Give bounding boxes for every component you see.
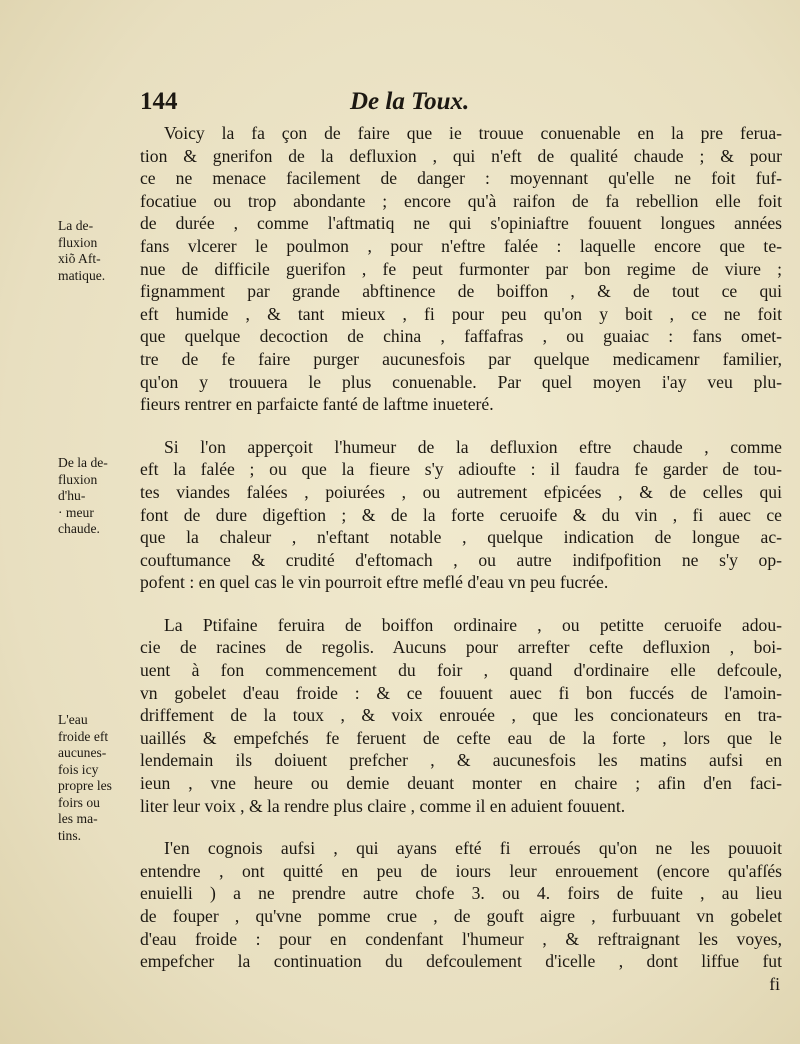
- running-title: De la Toux.: [350, 88, 470, 115]
- text-line: fans vlcerer le poulmon , pour n'eftre falée : laquelle encore que te-: [140, 235, 782, 256]
- text-line: pofent : en quel cas le vin pourroit eftre meflé d'eau vn peu fucrée.: [140, 572, 609, 593]
- margin-note-line: d'hu-: [58, 488, 86, 503]
- text-line: ce ne menace facilement de danger : moyennant qu'elle ne foit fuf-: [140, 168, 782, 189]
- text-line: entendre , ont quitté en peu de iours leur enrouement (encore qu'afſés: [140, 860, 782, 881]
- margin-note-line: matique.: [58, 267, 106, 283]
- margin-note: [58, 712, 138, 844]
- text-line: d'eau froide : pour en condenfant l'humeur , & reftraignant les voyes,: [140, 928, 782, 949]
- text-line: Voicy la fa çon de faire que ie trouue conuenable en la pre ferua-: [164, 123, 782, 143]
- text-line: couftumance & crudité d'eftomach , ou autre indifpofition ne s'y op-: [140, 549, 782, 570]
- margin-note-line: chaude.: [58, 521, 100, 536]
- page-header: [140, 88, 780, 122]
- margin-note-line: L'eau: [58, 712, 88, 727]
- margin-note-line: aucunes-: [58, 745, 107, 760]
- text-line: cie de racines de regolis. Aucuns pour arrefter cefte defluxion , boi-: [140, 637, 782, 658]
- margin-note-line: tins.: [58, 827, 82, 843]
- text-line: uent à fon commencement du foir , quand d'ordinaire elle defcoule,: [140, 660, 782, 681]
- margin-note-line: xiõ Aft-: [58, 251, 101, 266]
- text-line: eft humide , & tant mieux , fi pour peu qu'on y boit , ce ne foit: [140, 303, 782, 324]
- text-line: fieurs rentrer en parfaicte fanté de laftme inueteré.: [140, 394, 494, 415]
- margin-note-line: les ma-: [58, 811, 98, 826]
- text-line: liter leur voix , & la rendre plus claire , comme il en aduient fouuent.: [140, 795, 626, 816]
- text-line: La Ptifaine feruira de boiffon ordinaire , ou petitte ceruoife adou-: [164, 614, 782, 635]
- text-line: de durée , comme l'aftmatiq ne qui s'opiniaftre fouuent longues années: [140, 213, 782, 234]
- page-number: 144: [140, 88, 178, 115]
- text-line: que la chaleur , n'eftant notable , quelque indication de longue ac-: [140, 527, 782, 548]
- text-line: lendemain ils doiuent prefcher , & aucunesfois les matins aufsi en: [140, 750, 782, 771]
- margin-note-line: fois icy: [58, 761, 99, 777]
- margin-note-line: fluxion: [58, 471, 98, 487]
- text-line: Si l'on apperçoit l'humeur de la defluxion eftre chaude , comme: [164, 436, 782, 457]
- text-line: ieun , vne heure ou demie deuant monter en chaire ; afin d'en faci-: [140, 773, 782, 794]
- text-line: focatiue ou trop abondante ; encore qu'à raifon de fa rebellion elle foit: [140, 190, 782, 211]
- text-line: driffement de la toux , & voix enrouée , que les concionateurs en tra-: [140, 705, 782, 726]
- text-line: tion & gnerifon de la defluxion , qui n'eft de qualité chaude ; & pour: [140, 145, 782, 166]
- text-line: I'en cognois aufsi , qui ayans efté fi erroués qu'on ne les pouuoit: [164, 838, 782, 859]
- margin-note: [58, 218, 138, 284]
- text-line: de fouper , qu'vne pomme crue , de gouft aigre , furbuuant vn gobelet: [140, 906, 782, 926]
- text-line: font de dure digeftion ; & de la forte ceruoife & du vin , fi auec ce: [140, 504, 782, 525]
- text-line: enuielli ) a ne prendre autre chofe 3. ou 4. foirs de fuite , au lieu: [140, 883, 782, 904]
- text-line: nue de difficile guerifon , fe peut furmonter par bon regime de viure ;: [140, 258, 782, 279]
- text-line: empefcher la continuation du defcoulement d'icelle , dont liffue fut: [140, 951, 782, 972]
- margin-note-line: propre les: [58, 778, 112, 793]
- text-line: tre de fe faire purger aucunesfois par quelque medicamenr familier,: [140, 348, 782, 369]
- margin-note-line: La de-: [58, 218, 94, 233]
- margin-note: [58, 455, 138, 538]
- text-line: uaillés & empefchés fe feruent de cefte eau de la forte , lors que le: [140, 727, 782, 748]
- margin-note-line: froide eft: [58, 728, 109, 744]
- text-line: qu'on y trouuera le plus conuenable. Par quel moyen i'ay veu plu-: [140, 371, 782, 392]
- margin-note-line: fluxion: [58, 234, 98, 250]
- margin-note-line: · meur: [58, 504, 94, 520]
- margin-note-line: De la de-: [58, 455, 108, 470]
- text-line: tes viandes falées , poiurées , ou autrement efpicées , & de celles qui: [140, 481, 782, 502]
- text-line: eft la falée ; ou que la fieure s'y adioufte : il faudra fe garder de tou-: [140, 459, 782, 480]
- text-line: fignamment par grande abftinence de boiffon , & de tout ce qui: [140, 281, 782, 302]
- margin-note-line: foirs ou: [58, 794, 100, 810]
- text-line: vn gobelet d'eau froide : & ce fouuent auec fi bon fuccés de l'amoin-: [140, 682, 782, 703]
- text-line: que quelque decoction de china , faffafras , ou guaiac : fans omet-: [140, 326, 782, 347]
- body-text: [140, 122, 782, 995]
- catchword: fi: [769, 973, 780, 994]
